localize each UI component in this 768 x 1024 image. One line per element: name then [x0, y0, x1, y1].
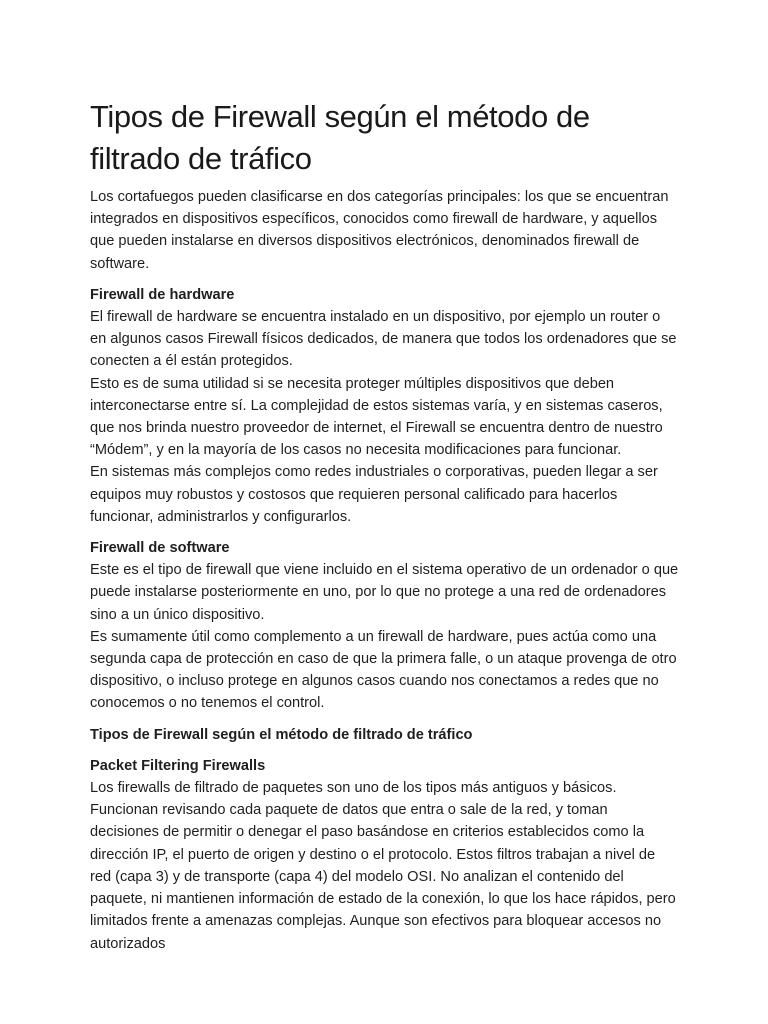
document-page — [90, 96, 680, 964]
hardware-paragraph-3: En sistemas más complejos como redes industriales o corporativas, pueden llegar a ser equipos muy robustos y costosos que requieren personal calificado para hacerlos funcionar, administrarlos y configurarlos. — [90, 464, 658, 525]
software-section — [90, 537, 680, 715]
intro-paragraph: Los cortafuegos pueden clasificarse en dos categorías principales: los que se encuentran integrados en dispositivos específicos, conocidos como firewall de hardware, y aquellos que pueden instalarse en diversos dispositivos electrónicos, denominados firewall de software. — [90, 189, 669, 272]
document-title: Tipos de Firewall según el método de filtrado de tráfico — [90, 99, 590, 176]
packet-filtering-paragraph: Los firewalls de filtrado de paquetes son uno de los tipos más antiguos y básicos. Funcionan revisando cada paquete de datos que entra o sale de la red, y toman decisiones de permitir o denegar el paso basándose en criterios establecidos como la dirección IP, el puerto de origen y destino o el protocolo. Estos filtros trabajan a nivel de red (capa 3) y de transporte (capa 4) del modelo OSI. No analizan el contenido del paquete, ni mantienen información de estado de la conexión, lo que los hace rápidos, pero limitados frente a amenazas complejas. Aunque son efectivos para bloquear accesos no autorizados — [90, 780, 676, 952]
software-paragraph-2: Es sumamente útil como complemento a un firewall de hardware, pues actúa como una segunda capa de protección en caso de que la primera falle, o un ataque provenga de otro dispositivo, o incluso protege en algunos casos cuando nos conectamos a redes que no conocemos o no tenemos el control. — [90, 628, 677, 712]
hardware-section — [90, 284, 680, 528]
hardware-paragraph-2: Esto es de suma utilidad si se necesita proteger múltiples dispositivos que deben interconectarse entre sí. La complejidad de estos sistemas varía, y en sistemas caseros, que nos brinda nuestro proveedor de internet, el Firewall se encuentra dentro de nuestro “Módem”, y en la mayoría de los casos no necesita modificaciones para funcionar. — [90, 375, 663, 459]
hardware-heading: Firewall de hardware — [90, 286, 235, 303]
packet-filtering-heading: Packet Filtering Firewalls — [90, 757, 266, 774]
types-heading: Tipos de Firewall según el método de filtrado de tráfico — [90, 726, 473, 743]
packet-filtering-section — [90, 755, 680, 955]
software-heading: Firewall de software — [90, 540, 230, 557]
software-paragraph-1: Este es el tipo de firewall que viene incluido en el sistema operativo de un ordenador o que puede instalarse posteriormente en uno, por lo que no protege a una red de ordenadores sino a un único dispositivo. — [90, 562, 679, 623]
types-section — [90, 724, 680, 746]
hardware-paragraph-1: El firewall de hardware se encuentra instalado en un dispositivo, por ejemplo un router o en algunos casos Firewall físicos dedicados, de manera que todos los ordenadores que se conecten a él están protegidos. — [90, 309, 677, 370]
